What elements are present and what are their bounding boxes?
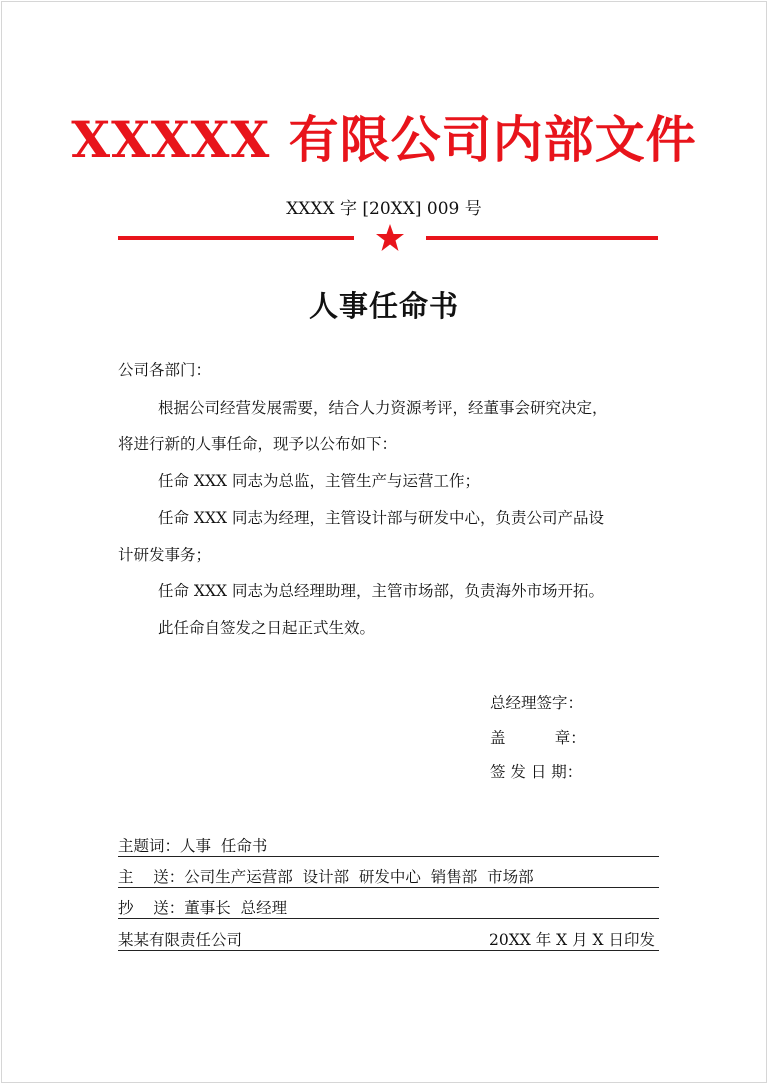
paragraph-line: 任命 XXX 同志为经理，主管设计部与研发中心，负责公司产品设: [158, 509, 604, 527]
recipients: 主 送：公司生产运营部 设计部 研发中心 销售部 市场部: [118, 868, 534, 886]
issuer-row: [118, 930, 659, 951]
salutation: 公司各部门：: [118, 361, 212, 379]
document-page: [1, 1, 767, 1083]
print-date: 20XX 年 X 月 X 日印发: [489, 931, 655, 949]
issuer-name: 某某有限责任公司: [118, 931, 243, 949]
letterhead-title: XXXXX 有限公司内部文件: [71, 110, 697, 169]
subject-keywords-row: [118, 836, 659, 857]
letterhead-divider-right: [426, 236, 658, 240]
document-number: XXXX 字 [20XX] 009 号: [286, 199, 482, 219]
paragraph-line: 任命 XXX 同志为总经理助理，主管市场部，负责海外市场开拓。: [158, 582, 604, 600]
cc-recipients: 抄 送：董事长 总经理: [118, 899, 288, 917]
document-title: 人事任命书: [308, 289, 459, 323]
recipients-row: [118, 867, 659, 888]
issue-date-label: 签 发 日 期：: [490, 763, 583, 781]
cc-row: [118, 898, 659, 919]
letterhead-divider-left: [118, 236, 354, 240]
paragraph-line: 将进行新的人事任命，现予以公布如下：: [118, 435, 398, 453]
paragraph-line: 根据公司经营发展需要，结合人力资源考评，经董事会研究决定，: [158, 399, 608, 417]
seal-label: 盖 章：: [490, 729, 586, 747]
star-icon: [375, 223, 405, 253]
paragraph-line: 任命 XXX 同志为总监，主管生产与运营工作；: [158, 472, 480, 490]
manager-signature-label: 总经理签字：: [490, 694, 584, 712]
paragraph-line: 此任命自签发之日起正式生效。: [158, 619, 376, 637]
subject-keywords: 主题词：人事 任命书: [118, 837, 268, 855]
paragraph-line: 计研发事务；: [118, 546, 212, 564]
